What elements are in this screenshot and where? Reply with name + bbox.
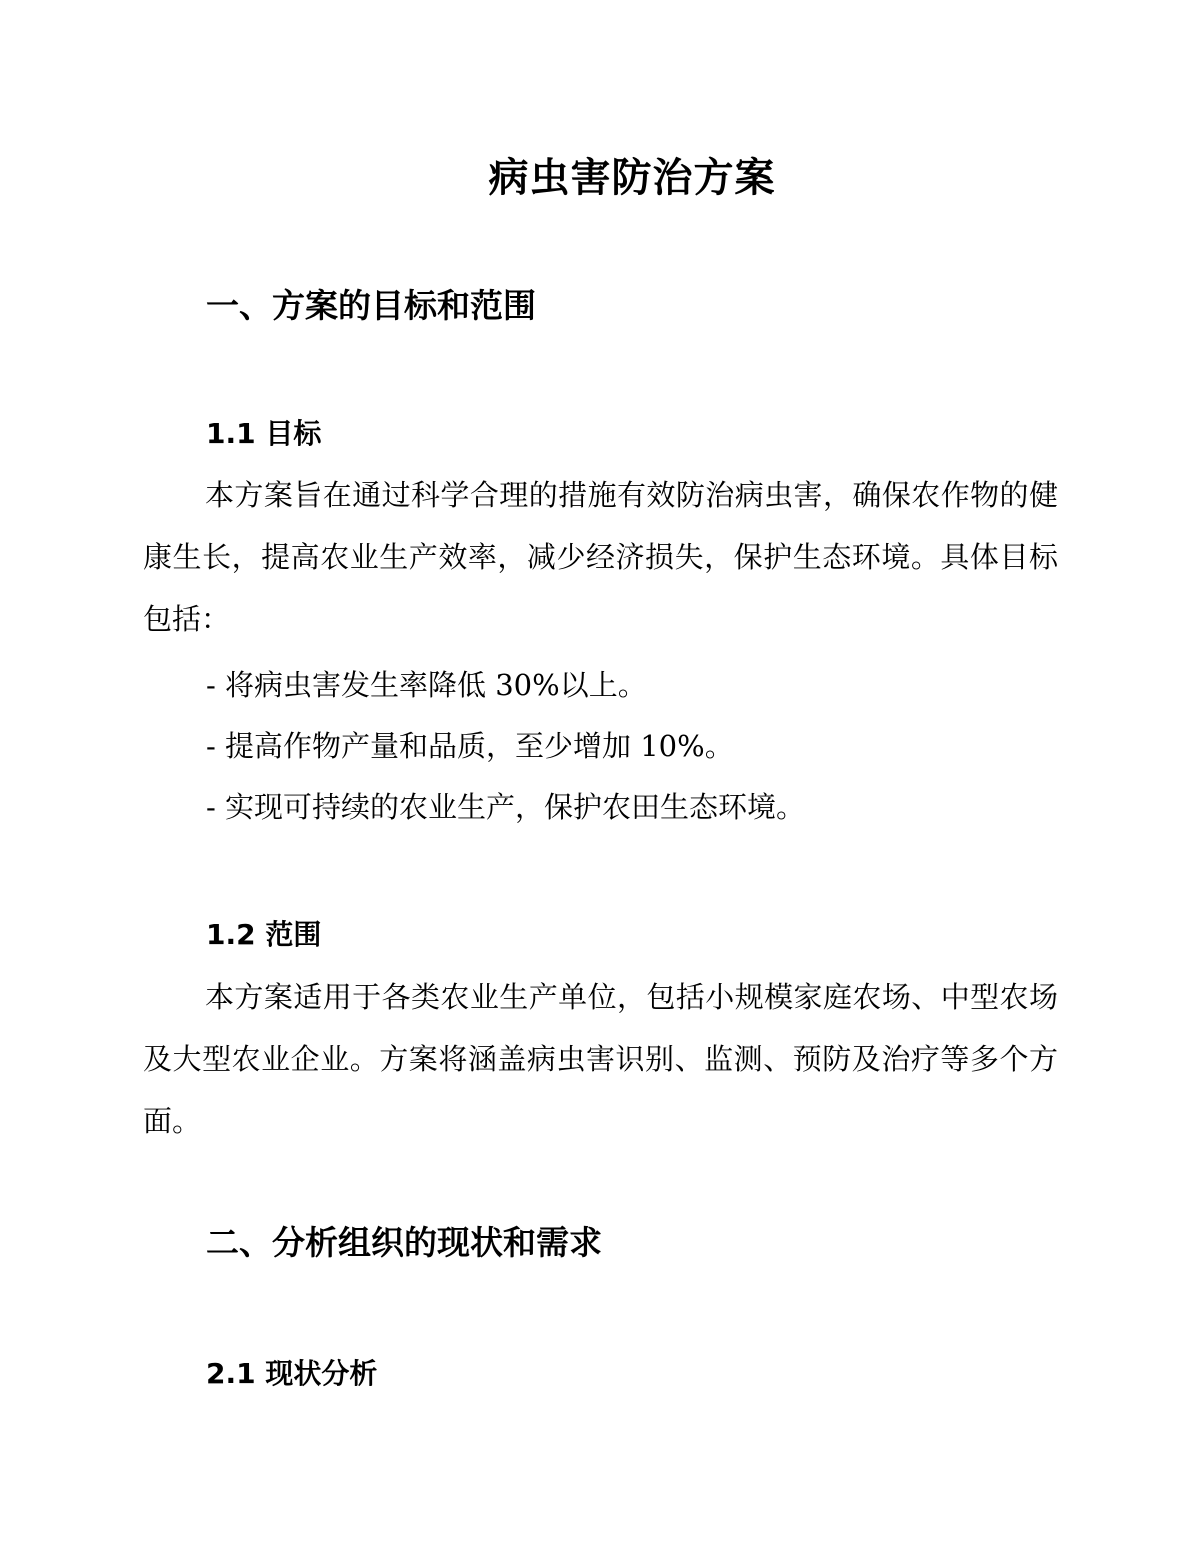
section-2-heading: 二、分析组织的现状和需求 [206, 1223, 602, 1262]
goal-bullet-3: - 实现可持续的农业生产，保护农田生态环境。 [206, 790, 806, 824]
subsection-1-2-paragraph: 本方案适用于各类农业生产单位，包括小规模家庭农场、中型农场及大型农业企业。方案将涵盖病虫害识别、监测、预防及治疗等多个方面。 [143, 980, 1058, 1138]
subsection-1-2-heading: 1.2 范围 [206, 918, 322, 951]
goal-bullet-1: - 将病虫害发生率降低 30%以上。 [206, 668, 647, 702]
document-title: 病虫害防治方案 [488, 155, 776, 201]
subsection-1-1-paragraph: 本方案旨在通过科学合理的措施有效防治病虫害，确保农作物的健康生长，提高农业生产效率，减少经济损失，保护生态环境。具体目标包括： [143, 478, 1058, 636]
subsection-2-1-heading: 2.1 现状分析 [206, 1357, 378, 1390]
subsection-1-1-heading: 1.1 目标 [206, 417, 322, 450]
section-1-heading: 一、方案的目标和范围 [206, 286, 536, 325]
goal-bullet-2: - 提高作物产量和品质，至少增加 10%。 [206, 729, 734, 763]
